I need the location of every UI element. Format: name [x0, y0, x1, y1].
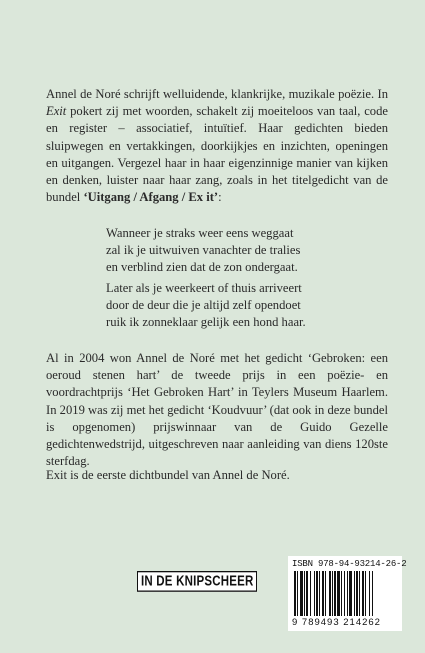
barcode-bar: [337, 571, 340, 616]
barcode-bar: [300, 571, 303, 616]
poem-line: zal ik je uitwuiven vanachter de tralies: [106, 243, 301, 258]
barcode-bar: [322, 571, 324, 616]
barcode-bar: [314, 571, 315, 616]
barcode-bar: [347, 571, 348, 616]
barcode-bar: [354, 571, 355, 616]
intro-prefix: In: [377, 87, 388, 101]
poem-line: en verblind zien dat de zon ondergaat.: [106, 260, 298, 275]
barcode-label: [288, 556, 407, 631]
award-paragraph: Al in 2004 won Annel de Noré met het gedicht ‘Gebroken: een oeroud stenen hart’ de tweede prijs in een poëzie- en voordrachtprijs ‘Het Gebroken Hart’ in Teylers Museum Haarlem. In 2019 was zij met het gedicht ‘Koudvuur’ (dat ook in deze bundel is opgenomen) prijswinnaar van de Guido Gezelle gedichtenwedstrijd, uitgeschreven naar aanleiding van diens 120ste sterfdag.: [46, 351, 388, 469]
intro-paragraph: [46, 86, 388, 206]
barcode-bar: [319, 571, 320, 616]
book-title-italic: Exit: [46, 104, 67, 119]
intro-colon: :: [218, 190, 222, 205]
barcode-bar: [304, 571, 305, 616]
intro-body: pokert zij met woorden, schakelt zij moeiteloos van taal, code en register – associatief, intuïtief. Haar gedichten bieden sluipwegen en vertakkingen, doorkijkjes en inzichten, openingen en uitgangen. Vergezel haar in haar eigenzinnige manier van kijken en denken, luister naar haar zang, zoals in het titelgedicht van de bundel: [46, 104, 388, 205]
barcode-bar: [334, 571, 336, 616]
barcode-bar: [344, 571, 345, 616]
intro-line-1: Annel de Noré schrijft welluidende, klankrijke, muzikale poëzie.: [46, 87, 375, 101]
barcode-bar: [359, 571, 360, 616]
barcode-bar: [356, 571, 358, 616]
poem-line: ruik ik zonneklaar gelijk een hond haar.: [106, 315, 306, 330]
barcode-bars: [294, 571, 398, 616]
barcode-bar: [372, 571, 373, 616]
barcode-bar: [365, 571, 366, 616]
barcode-bar: [294, 571, 296, 616]
closing-paragraph: [46, 467, 388, 484]
barcode-bar: [306, 571, 308, 616]
barcode-bar: [310, 571, 311, 616]
poem-line: Wanneer je straks weer eens weggaat: [106, 226, 294, 240]
closing-text: is de eerste dichtbundel van Annel de Noré.: [67, 468, 290, 482]
barcode-bar: [297, 571, 298, 616]
barcode-digits: 9 789493 214262: [292, 617, 381, 628]
poem-stanza-1: [106, 225, 386, 277]
barcode-bar: [362, 571, 364, 616]
poem-stanza-2: [106, 280, 386, 332]
barcode-bar: [349, 571, 352, 616]
barcode-bar: [369, 571, 370, 616]
barcode-bar: [316, 571, 318, 616]
poem-line: door de deur die je altijd zelf opendoet: [106, 298, 301, 313]
barcode-bar: [341, 571, 342, 616]
isbn-text: ISBN 978-94-93214-26-2: [292, 559, 407, 569]
poem-line: Later als je weerkeert of thuis arriveert: [106, 281, 302, 295]
barcode-bar: [332, 571, 333, 616]
book-title-italic: Exit: [46, 468, 67, 482]
publisher-logo: IN DE KNIPSCHEER: [137, 571, 257, 592]
barcode-bar: [329, 571, 331, 616]
barcode-bar: [325, 571, 326, 616]
poem-title: ‘Uitgang / Afgang / Ex it’: [83, 190, 219, 205]
